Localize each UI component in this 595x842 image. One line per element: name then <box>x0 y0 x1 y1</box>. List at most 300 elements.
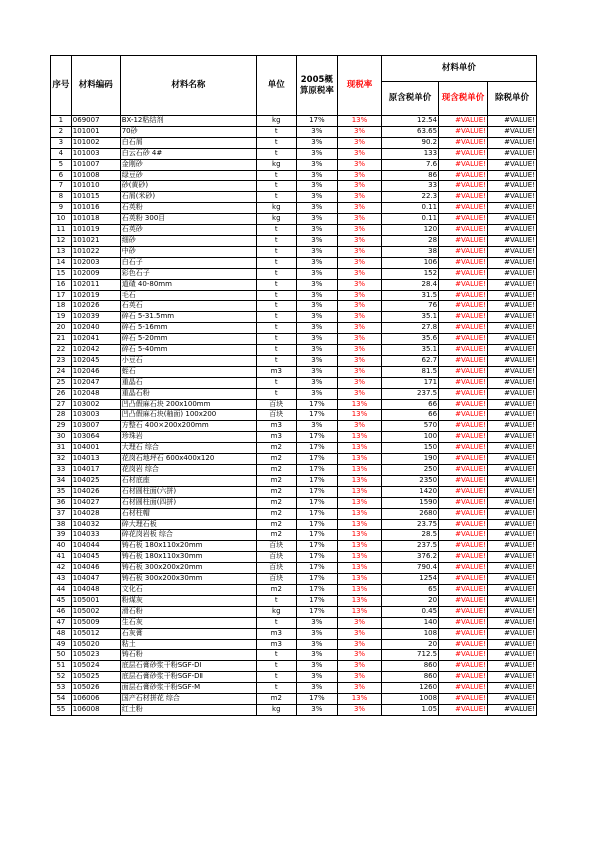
cell-name: 铸石板 300x200x20mm <box>120 563 256 574</box>
cell-cur-rate: 13% <box>338 606 382 617</box>
cell-net-price: #VALUE! <box>487 661 536 672</box>
cell-code: 101007 <box>71 159 120 170</box>
cell-cur-price: #VALUE! <box>439 563 488 574</box>
cell-seq: 17 <box>51 290 72 301</box>
cell-net-price: #VALUE! <box>487 432 536 443</box>
cell-unit: m2 <box>257 519 297 530</box>
cell-name: 石材圆柱面(四拼) <box>120 497 256 508</box>
table-row <box>51 486 537 497</box>
cell-orig-rate: 17% <box>296 486 338 497</box>
cell-seq: 52 <box>51 672 72 683</box>
cell-orig-price: 35.1 <box>381 312 438 323</box>
header-orig-price-label: 原含税单价 <box>388 93 432 103</box>
cell-name: 道碴 40-80mm <box>120 279 256 290</box>
table-row <box>51 661 537 672</box>
cell-unit: t <box>257 661 297 672</box>
cell-name: 重晶石 <box>120 377 256 388</box>
cell-seq: 4 <box>51 148 72 159</box>
cell-orig-rate: 3% <box>296 421 338 432</box>
cell-cur-rate: 13% <box>338 399 382 410</box>
table-row <box>51 290 537 301</box>
cell-cur-price: #VALUE! <box>439 170 488 181</box>
cell-unit: t <box>257 126 297 137</box>
table-row <box>51 301 537 312</box>
cell-cur-rate: 13% <box>338 584 382 595</box>
table-row <box>51 377 537 388</box>
cell-net-price: #VALUE! <box>487 334 536 345</box>
cell-unit: m2 <box>257 530 297 541</box>
table-row <box>51 672 537 683</box>
cell-unit: m2 <box>257 475 297 486</box>
cell-unit: t <box>257 388 297 399</box>
cell-code: 103002 <box>71 399 120 410</box>
cell-code: 104032 <box>71 519 120 530</box>
cell-cur-rate: 13% <box>338 519 382 530</box>
cell-net-price: #VALUE! <box>487 137 536 148</box>
cell-orig-price: 12.54 <box>381 116 438 127</box>
cell-orig-rate: 17% <box>296 563 338 574</box>
cell-cur-price: #VALUE! <box>439 486 488 497</box>
cell-orig-price: 90.2 <box>381 137 438 148</box>
cell-name: BX-12粘结剂 <box>120 116 256 127</box>
cell-cur-rate: 13% <box>338 410 382 421</box>
cell-net-price: #VALUE! <box>487 421 536 432</box>
table-row <box>51 432 537 443</box>
cell-code: 105002 <box>71 606 120 617</box>
cell-seq: 45 <box>51 595 72 606</box>
cell-unit: m3 <box>257 421 297 432</box>
cell-seq: 1 <box>51 116 72 127</box>
cell-seq: 54 <box>51 694 72 705</box>
cell-cur-rate: 3% <box>338 148 382 159</box>
cell-cur-rate: 13% <box>338 530 382 541</box>
cell-code: 105012 <box>71 628 120 639</box>
cell-cur-price: #VALUE! <box>439 497 488 508</box>
cell-seq: 40 <box>51 541 72 552</box>
cell-cur-price: #VALUE! <box>439 137 488 148</box>
cell-orig-price: 120 <box>381 225 438 236</box>
cell-cur-price: #VALUE! <box>439 704 488 715</box>
cell-seq: 23 <box>51 355 72 366</box>
cell-unit: t <box>257 170 297 181</box>
header-orig-rate: 2005概算原税率 <box>296 56 338 116</box>
cell-orig-price: 20 <box>381 639 438 650</box>
cell-orig-rate: 3% <box>296 672 338 683</box>
cell-orig-price: 62.7 <box>381 355 438 366</box>
cell-cur-rate: 3% <box>338 366 382 377</box>
cell-cur-rate: 13% <box>338 454 382 465</box>
cell-name: 石灰膏 <box>120 628 256 639</box>
cell-cur-rate: 13% <box>338 552 382 563</box>
cell-seq: 31 <box>51 443 72 454</box>
cell-code: 105001 <box>71 595 120 606</box>
cell-unit: kg <box>257 159 297 170</box>
cell-unit: m3 <box>257 639 297 650</box>
cell-seq: 46 <box>51 606 72 617</box>
cell-name: 白云石砂 4# <box>120 148 256 159</box>
table-row <box>51 683 537 694</box>
cell-cur-price: #VALUE! <box>439 366 488 377</box>
cell-cur-rate: 13% <box>338 465 382 476</box>
cell-seq: 35 <box>51 486 72 497</box>
cell-code: 069007 <box>71 116 120 127</box>
cell-cur-rate: 13% <box>338 563 382 574</box>
cell-net-price: #VALUE! <box>487 225 536 236</box>
cell-orig-rate: 3% <box>296 170 338 181</box>
cell-code: 103064 <box>71 432 120 443</box>
cell-name: 白石子 <box>120 257 256 268</box>
cell-cur-price: #VALUE! <box>439 279 488 290</box>
cell-orig-price: 100 <box>381 432 438 443</box>
cell-unit: t <box>257 650 297 661</box>
cell-cur-rate: 13% <box>338 443 382 454</box>
cell-orig-rate: 3% <box>296 683 338 694</box>
cell-seq: 27 <box>51 399 72 410</box>
cell-cur-price: #VALUE! <box>439 192 488 203</box>
header-unit: 单位 <box>257 56 297 116</box>
table-row <box>51 355 537 366</box>
cell-seq: 49 <box>51 639 72 650</box>
cell-name: 凹凸假麻石块(釉面) 100x200 <box>120 410 256 421</box>
cell-seq: 5 <box>51 159 72 170</box>
cell-orig-rate: 3% <box>296 159 338 170</box>
table-row <box>51 628 537 639</box>
cell-net-price: #VALUE! <box>487 268 536 279</box>
cell-name: 方整石 400×200x200mm <box>120 421 256 432</box>
cell-cur-rate: 3% <box>338 628 382 639</box>
cell-cur-price: #VALUE! <box>439 465 488 476</box>
cell-net-price: #VALUE! <box>487 486 536 497</box>
cell-unit: t <box>257 148 297 159</box>
table-row <box>51 454 537 465</box>
cell-net-price: #VALUE! <box>487 323 536 334</box>
cell-unit: t <box>257 235 297 246</box>
table-row <box>51 312 537 323</box>
cell-seq: 11 <box>51 225 72 236</box>
table-row <box>51 268 537 279</box>
cell-cur-rate: 13% <box>338 541 382 552</box>
cell-cur-price: #VALUE! <box>439 672 488 683</box>
cell-orig-price: 35.6 <box>381 334 438 345</box>
cell-orig-price: 2350 <box>381 475 438 486</box>
cell-cur-rate: 13% <box>338 116 382 127</box>
cell-orig-rate: 3% <box>296 137 338 148</box>
cell-code: 102039 <box>71 312 120 323</box>
table-row <box>51 366 537 377</box>
cell-seq: 18 <box>51 301 72 312</box>
cell-cur-price: #VALUE! <box>439 312 488 323</box>
cell-orig-rate: 17% <box>296 530 338 541</box>
cell-seq: 43 <box>51 574 72 585</box>
header-price-group: 材料单价 <box>381 56 536 82</box>
header-code: 材料编码 <box>71 56 120 116</box>
table-row <box>51 704 537 715</box>
cell-cur-rate: 3% <box>338 170 382 181</box>
cell-net-price: #VALUE! <box>487 170 536 181</box>
cell-orig-price: 108 <box>381 628 438 639</box>
cell-orig-price: 0.11 <box>381 214 438 225</box>
table-row <box>51 541 537 552</box>
cell-unit: t <box>257 672 297 683</box>
cell-unit: kg <box>257 214 297 225</box>
cell-name: 石英粉 300目 <box>120 214 256 225</box>
cell-seq: 3 <box>51 137 72 148</box>
cell-orig-rate: 17% <box>296 519 338 530</box>
cell-orig-rate: 3% <box>296 268 338 279</box>
table-row <box>51 235 537 246</box>
cell-seq: 8 <box>51 192 72 203</box>
cell-unit: 百块 <box>257 541 297 552</box>
cell-orig-price: 27.8 <box>381 323 438 334</box>
cell-orig-price: 28.4 <box>381 279 438 290</box>
cell-name: 毛石 <box>120 290 256 301</box>
cell-cur-price: #VALUE! <box>439 159 488 170</box>
cell-net-price: #VALUE! <box>487 116 536 127</box>
cell-code: 105009 <box>71 617 120 628</box>
cell-orig-rate: 17% <box>296 454 338 465</box>
cell-seq: 6 <box>51 170 72 181</box>
cell-cur-rate: 3% <box>338 345 382 356</box>
cell-cur-price: #VALUE! <box>439 334 488 345</box>
cell-cur-price: #VALUE! <box>439 639 488 650</box>
cell-net-price: #VALUE! <box>487 159 536 170</box>
cell-orig-price: 860 <box>381 661 438 672</box>
cell-cur-rate: 3% <box>338 683 382 694</box>
cell-net-price: #VALUE! <box>487 617 536 628</box>
cell-orig-rate: 3% <box>296 704 338 715</box>
cell-name: 蛭石 <box>120 366 256 377</box>
cell-orig-rate: 17% <box>296 410 338 421</box>
cell-orig-price: 86 <box>381 170 438 181</box>
cell-code: 101019 <box>71 225 120 236</box>
cell-cur-price: #VALUE! <box>439 519 488 530</box>
cell-net-price: #VALUE! <box>487 519 536 530</box>
cell-cur-rate: 3% <box>338 617 382 628</box>
cell-orig-rate: 3% <box>296 650 338 661</box>
table-row <box>51 323 537 334</box>
cell-orig-price: 22.3 <box>381 192 438 203</box>
header-cur-price-label: 现含税单价 <box>441 93 485 103</box>
header-seq: 序号 <box>51 56 72 116</box>
cell-name: 石材底座 <box>120 475 256 486</box>
table-row <box>51 388 537 399</box>
cell-cur-rate: 3% <box>338 137 382 148</box>
cell-orig-price: 1.05 <box>381 704 438 715</box>
cell-orig-price: 237.5 <box>381 388 438 399</box>
cell-cur-price: #VALUE! <box>439 443 488 454</box>
header-net-price <box>487 82 536 116</box>
cell-unit: t <box>257 268 297 279</box>
table-row <box>51 530 537 541</box>
cell-cur-rate: 3% <box>338 650 382 661</box>
cell-cur-rate: 3% <box>338 704 382 715</box>
cell-orig-rate: 17% <box>296 584 338 595</box>
cell-orig-rate: 3% <box>296 246 338 257</box>
cell-cur-price: #VALUE! <box>439 617 488 628</box>
cell-orig-rate: 3% <box>296 203 338 214</box>
cell-orig-price: 106 <box>381 257 438 268</box>
table-row <box>51 595 537 606</box>
cell-code: 101015 <box>71 192 120 203</box>
cell-cur-rate: 13% <box>338 432 382 443</box>
cell-cur-price: #VALUE! <box>439 432 488 443</box>
cell-unit: m2 <box>257 454 297 465</box>
cell-unit: t <box>257 595 297 606</box>
cell-orig-rate: 3% <box>296 301 338 312</box>
cell-orig-rate: 3% <box>296 290 338 301</box>
cell-cur-rate: 13% <box>338 508 382 519</box>
cell-unit: m2 <box>257 694 297 705</box>
cell-unit: m2 <box>257 508 297 519</box>
cell-orig-price: 376.2 <box>381 552 438 563</box>
cell-cur-rate: 3% <box>338 301 382 312</box>
cell-code: 102047 <box>71 377 120 388</box>
cell-code: 102046 <box>71 366 120 377</box>
table-row <box>51 584 537 595</box>
cell-cur-rate: 13% <box>338 694 382 705</box>
table-row <box>51 639 537 650</box>
cell-unit: kg <box>257 704 297 715</box>
cell-code: 101016 <box>71 203 120 214</box>
header-name: 材料名称 <box>120 56 256 116</box>
cell-unit: t <box>257 617 297 628</box>
cell-orig-price: 1254 <box>381 574 438 585</box>
cell-orig-price: 1260 <box>381 683 438 694</box>
cell-orig-rate: 17% <box>296 399 338 410</box>
table-row <box>51 552 537 563</box>
cell-seq: 47 <box>51 617 72 628</box>
cell-seq: 12 <box>51 235 72 246</box>
cell-name: 粉煤灰 <box>120 595 256 606</box>
cell-cur-price: #VALUE! <box>439 661 488 672</box>
cell-seq: 51 <box>51 661 72 672</box>
cell-name: 碎石 5-16mm <box>120 323 256 334</box>
cell-name: 铸石粉 <box>120 650 256 661</box>
table-row <box>51 617 537 628</box>
cell-cur-price: #VALUE! <box>439 235 488 246</box>
cell-cur-price: #VALUE! <box>439 410 488 421</box>
cell-code: 105020 <box>71 639 120 650</box>
cell-code: 102040 <box>71 323 120 334</box>
cell-orig-price: 20 <box>381 595 438 606</box>
cell-unit: m3 <box>257 366 297 377</box>
cell-orig-price: 171 <box>381 377 438 388</box>
cell-seq: 20 <box>51 323 72 334</box>
cell-unit: t <box>257 323 297 334</box>
cell-net-price: #VALUE! <box>487 584 536 595</box>
cell-unit: kg <box>257 203 297 214</box>
cell-unit: kg <box>257 606 297 617</box>
cell-code: 102011 <box>71 279 120 290</box>
table-row <box>51 497 537 508</box>
cell-orig-rate: 3% <box>296 345 338 356</box>
cell-cur-price: #VALUE! <box>439 377 488 388</box>
cell-cur-rate: 3% <box>338 377 382 388</box>
cell-orig-price: 1420 <box>381 486 438 497</box>
cell-orig-price: 23.75 <box>381 519 438 530</box>
cell-name: 绿豆砂 <box>120 170 256 181</box>
cell-name: 石英石 <box>120 301 256 312</box>
cell-cur-rate: 13% <box>338 574 382 585</box>
cell-seq: 22 <box>51 345 72 356</box>
cell-orig-price: 35.1 <box>381 345 438 356</box>
cell-unit: t <box>257 345 297 356</box>
cell-net-price: #VALUE! <box>487 235 536 246</box>
cell-name: 大理石 综合 <box>120 443 256 454</box>
table-row <box>51 279 537 290</box>
cell-net-price: #VALUE! <box>487 704 536 715</box>
cell-net-price: #VALUE! <box>487 465 536 476</box>
cell-code: 104001 <box>71 443 120 454</box>
cell-net-price: #VALUE! <box>487 530 536 541</box>
cell-seq: 9 <box>51 203 72 214</box>
cell-orig-rate: 3% <box>296 617 338 628</box>
cell-seq: 34 <box>51 475 72 486</box>
cell-seq: 38 <box>51 519 72 530</box>
cell-name: 铸石板 180x110x30mm <box>120 552 256 563</box>
cell-seq: 24 <box>51 366 72 377</box>
cell-unit: 百块 <box>257 563 297 574</box>
header-cur-rate: 现税率 <box>338 56 382 116</box>
cell-cur-price: #VALUE! <box>439 388 488 399</box>
table-row <box>51 443 537 454</box>
table-row <box>51 214 537 225</box>
cell-cur-rate: 3% <box>338 246 382 257</box>
cell-name: 国产石材拼花 综合 <box>120 694 256 705</box>
cell-net-price: #VALUE! <box>487 257 536 268</box>
cell-code: 104025 <box>71 475 120 486</box>
cell-unit: t <box>257 355 297 366</box>
cell-orig-price: 66 <box>381 410 438 421</box>
cell-code: 104028 <box>71 508 120 519</box>
cell-unit: 百块 <box>257 410 297 421</box>
cell-cur-rate: 3% <box>338 192 382 203</box>
cell-orig-price: 63.65 <box>381 126 438 137</box>
cell-unit: t <box>257 257 297 268</box>
cell-code: 103003 <box>71 410 120 421</box>
cell-seq: 19 <box>51 312 72 323</box>
cell-orig-price: 65 <box>381 584 438 595</box>
cell-cur-price: #VALUE! <box>439 574 488 585</box>
table-row <box>51 694 537 705</box>
cell-net-price: #VALUE! <box>487 214 536 225</box>
cell-orig-rate: 3% <box>296 126 338 137</box>
cell-cur-rate: 13% <box>338 475 382 486</box>
cell-orig-price: 237.5 <box>381 541 438 552</box>
cell-seq: 30 <box>51 432 72 443</box>
cell-name: 石屑(米砂) <box>120 192 256 203</box>
table-row <box>51 148 537 159</box>
cell-unit: m2 <box>257 584 297 595</box>
material-price-table <box>50 55 537 716</box>
cell-name: 重晶石粉 <box>120 388 256 399</box>
cell-cur-price: #VALUE! <box>439 650 488 661</box>
cell-unit: t <box>257 683 297 694</box>
cell-orig-rate: 3% <box>296 661 338 672</box>
cell-seq: 26 <box>51 388 72 399</box>
cell-seq: 29 <box>51 421 72 432</box>
cell-net-price: #VALUE! <box>487 148 536 159</box>
cell-net-price: #VALUE! <box>487 454 536 465</box>
table-row <box>51 126 537 137</box>
cell-cur-price: #VALUE! <box>439 225 488 236</box>
cell-cur-rate: 3% <box>338 421 382 432</box>
cell-name: 碎石 5-40mm <box>120 345 256 356</box>
cell-name: 铸石板 300x200x30mm <box>120 574 256 585</box>
table-row <box>51 508 537 519</box>
cell-code: 104046 <box>71 563 120 574</box>
cell-cur-rate: 3% <box>338 661 382 672</box>
